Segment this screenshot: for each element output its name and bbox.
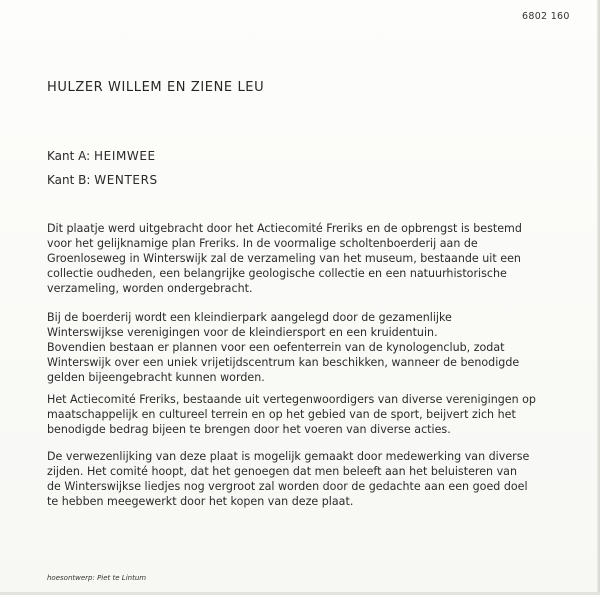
text-line: Bij de boerderij wordt een kleindierpark aangelegd door de gezamenlijke (47, 311, 452, 324)
sleeve-design-credit: hoesontwerp: Piet te Lintum (47, 574, 147, 582)
text-line: verzameling, worden ondergebracht. (47, 282, 253, 296)
text-line: De verwezenlijking van deze plaat is mogelijk gemaakt door medewerking van diverse (47, 450, 530, 463)
text-line: de Winterswijkse liedjes nog vergroot zal worden door de gedachte aan een goed doel (47, 480, 528, 494)
catalog-number: 6802 160 (522, 11, 570, 22)
paragraph-actiecomite (47, 392, 567, 437)
text-line: gelden bijeengebracht kunnen worden. (47, 371, 265, 385)
text-line: Het Actiecomité Freriks, bestaande uit vertegenwoordigers van diverse verenigingen op (47, 393, 536, 406)
text-line: maatschappelijk en cultureel terrein en op het gebied van de sport, beijvert zich het (47, 408, 516, 422)
side-a-label: Kant A: (47, 149, 91, 163)
side-b-label: Kant B: (47, 173, 91, 187)
side-b-song: WENTERS (94, 173, 158, 187)
text-line: Winterswijk over een uniek vrijetijdscentrum kan beschikken, wanneer de benodigde (47, 356, 520, 370)
text-line: Bovendien bestaan er plannen voor een oefenterrein van de kynologenclub, zodat (47, 341, 505, 355)
text-line: zijden. Het comité hoopt, dat het genoegen dat men beleeft aan het beluisteren van (47, 465, 517, 479)
text-line: Dit plaatje werd uitgebracht door het Actiecomité Freriks en de opbrengst is bestemd (47, 222, 522, 235)
text-line: benodigde bedrag bijeen te brengen door het voeren van diverse acties. (47, 423, 451, 437)
paragraph-verwezenlijking (47, 449, 567, 509)
side-a (47, 149, 156, 163)
paragraph-kleindierpark (47, 310, 567, 385)
text-line: Winterswijkse verenigingen voor de kleindiersport en een kruidentuin. (47, 326, 438, 340)
side-b (47, 173, 158, 187)
text-line: te hebben meegewerkt door het kopen van deze plaat. (47, 495, 354, 509)
side-a-song: HEIMWEE (94, 149, 156, 163)
text-line: Groenloseweg in Winterswijk zal de verzameling van het museum, bestaande uit een (47, 252, 521, 266)
record-title: HULZER WILLEM EN ZIENE LEU (47, 80, 265, 95)
text-line: voor het gelijknamige plan Freriks. In de voormalige scholtenboerderij aan de (47, 237, 478, 251)
text-line: collectie oudheden, een belangrijke geologische collectie en een natuurhistorische (47, 267, 507, 281)
paragraph-plan-freriks (47, 221, 567, 296)
